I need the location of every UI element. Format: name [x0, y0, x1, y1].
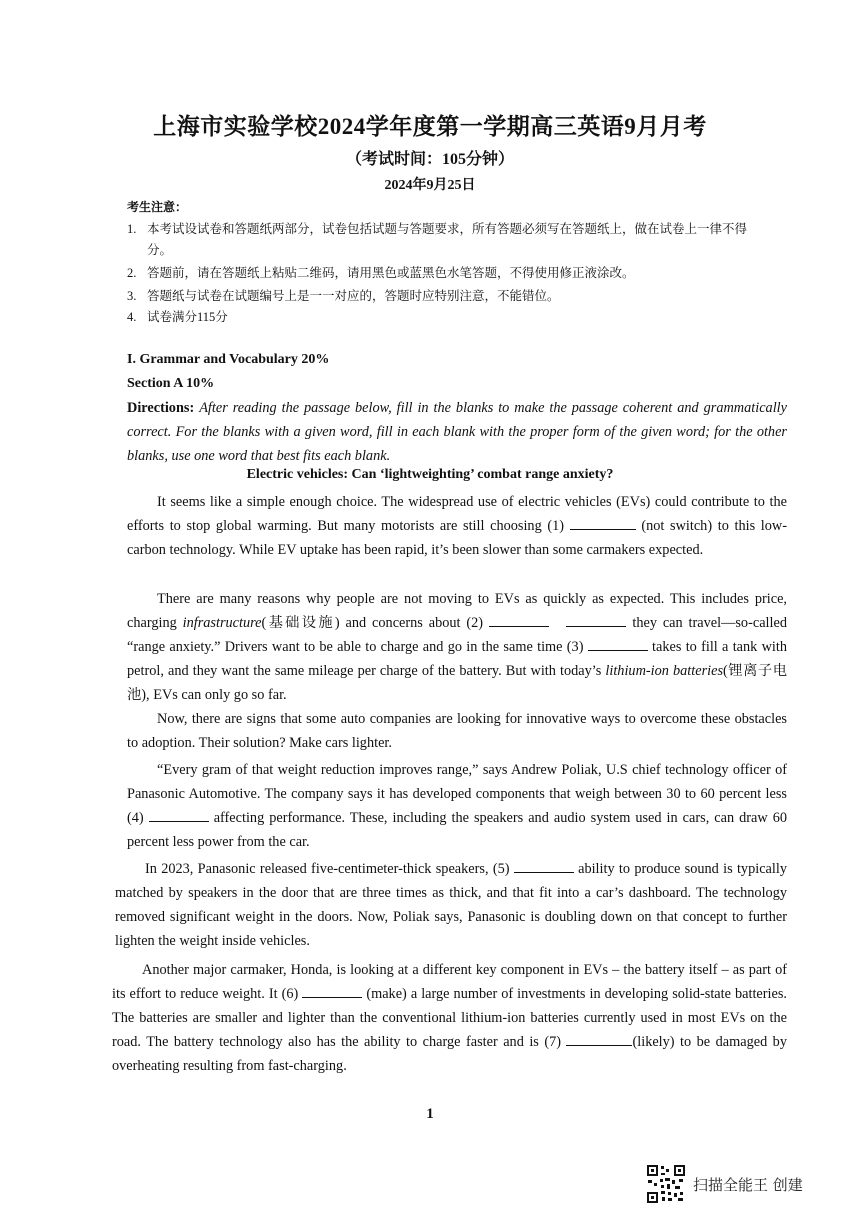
answer-blank-3[interactable]: [588, 636, 648, 651]
notice-item-3: [127, 287, 787, 305]
answer-blank-1[interactable]: [570, 515, 636, 530]
notice-item-text: 试卷满分115分: [147, 310, 228, 324]
scanner-watermark: [646, 1164, 803, 1204]
notice-item-4: [127, 308, 787, 326]
notice-item-1: [127, 220, 787, 238]
paragraph-2: [127, 587, 787, 707]
notice-item-number: 3.: [127, 289, 137, 303]
exam-date: 2024年9月25日: [384, 178, 476, 193]
answer-blank-7[interactable]: [566, 1031, 632, 1046]
paragraph-5: [115, 857, 787, 953]
notice-heading: 考生注意：: [127, 200, 188, 214]
answer-blank-2[interactable]: [489, 612, 549, 627]
paragraph-6: [112, 958, 787, 1078]
paragraph-text: Another major carmaker, Honda, is looking at a different key component in EVs – the battery itself – as part of its effort to reduce weight. It (6): [112, 962, 787, 1002]
passage-title: Electric vehicles: Can ‘lightweighting’ combat range anxiety?: [246, 467, 614, 482]
notice-item-text: 答题前，请在答题纸上粘贴二维码，请用黑色或蓝黑色水笔答题，不得使用修正液涂改。: [147, 266, 635, 280]
directions: [127, 396, 787, 468]
paragraph-text: affecting performance. These, including the speakers and audio system used in cars, can draw 60 percent less power from the car.: [127, 810, 788, 850]
paragraph-4: [127, 758, 787, 854]
notice-item-1-continuation: 分。: [147, 243, 173, 257]
notice-item-2: [127, 264, 787, 282]
directions-text: After reading the passage below, fill in the blanks to make the passage coherent and grammatically correct. For the blanks with a given word, fill in each blank with the proper form of the given word; for the other blanks, use one word that best fits each blank.: [127, 400, 787, 464]
answer-blank-5[interactable]: [514, 858, 574, 873]
paragraph-text: In 2023, Panasonic released five-centimeter-thick speakers, (5): [145, 861, 514, 877]
paragraph-1: [127, 490, 787, 562]
paragraph-text: (make) a large number of investments in developing solid-state batteries. The batteries are smaller and lighter than the conventional lithium-ion batteries currently used in most EVs on the road. The battery technology also has the ability to charge faster and is (7): [112, 986, 787, 1050]
directions-label: Directions:: [127, 400, 195, 416]
paragraph-text: It seems like a simple enough choice. The widespread use of electric vehicles (EVs) could contribute to the efforts to stop global warming. But many motorists are still choosing (1): [127, 494, 787, 534]
notice-item-number: 2.: [127, 266, 137, 280]
paragraph-text: (likely) to be damaged by overheating resulting from fast-charging.: [112, 1034, 787, 1074]
paragraph-text: There are many reasons why people are not moving to EVs as quickly as expected. This includes price, charging: [127, 591, 787, 631]
section-heading: Section A 10%: [127, 376, 215, 391]
glossed-term: infrastructure: [182, 615, 262, 631]
notice-item-text: 答题纸与试卷在试题编号上是一一对应的，答题时应特别注意，不能错位。: [147, 289, 560, 303]
part-heading: I. Grammar and Vocabulary 20%: [127, 352, 330, 367]
paragraph-text: they can travel—so-called “range anxiety.” Drivers want to be able to charge and go in the same time (3): [127, 615, 787, 655]
paragraph-text: “Every gram of that weight reduction improves range,” says Andrew Poliak, U.S chief technology officer of Panasonic Automotive. The company says it has developed components that weigh between 30 to 60 percent less (4): [127, 762, 787, 826]
answer-blank-6[interactable]: [302, 983, 362, 998]
exam-title: 上海市实验学校2024学年度第一学期高三英语9月月考: [153, 114, 707, 139]
paragraph-text: (锂离子电池), EVs can only go so far.: [127, 663, 788, 703]
notice-item-text: 本考试设试卷和答题纸两部分，试卷包括试题与答题要求，所有答题必须写在答题纸上，做在试卷上一律不得: [147, 222, 748, 236]
notice-item-number: 1.: [127, 222, 137, 236]
answer-blank-4[interactable]: [149, 807, 209, 822]
glossed-term: lithium-ion batteries: [605, 663, 724, 679]
notice-item-number: 4.: [127, 310, 137, 324]
paragraph-text: ability to produce sound is typically matched by speakers in the door that are three times as thick, and that fit into a car’s dashboard. The technology removed significant weight in the doors. Now, Poliak says, Panasonic is doubling down on that concept to further lighten the weight inside vehicles.: [115, 861, 787, 949]
watermark-text: 扫描全能王 创建: [693, 1175, 803, 1194]
exam-duration: （考试时间：105分钟）: [345, 151, 514, 168]
qr-code-icon: [646, 1164, 686, 1204]
paragraph-text: (基础设施) and concerns about (2): [261, 615, 489, 631]
paragraph-3: Now, there are signs that some auto companies are looking for innovative ways to overcome these obstacles to adoption. Their solution? Make cars lighter.: [127, 711, 787, 751]
answer-blank-2b[interactable]: [566, 612, 626, 627]
paragraph-text: takes to fill a tank with petrol, and they want the same mileage per charge of the battery. But with today’s: [127, 639, 788, 679]
page-number: 1: [426, 1106, 434, 1122]
paragraph-text: (not switch) to this low-carbon technology. While EV uptake has been rapid, it’s been slower than some carmakers expected.: [127, 518, 787, 558]
